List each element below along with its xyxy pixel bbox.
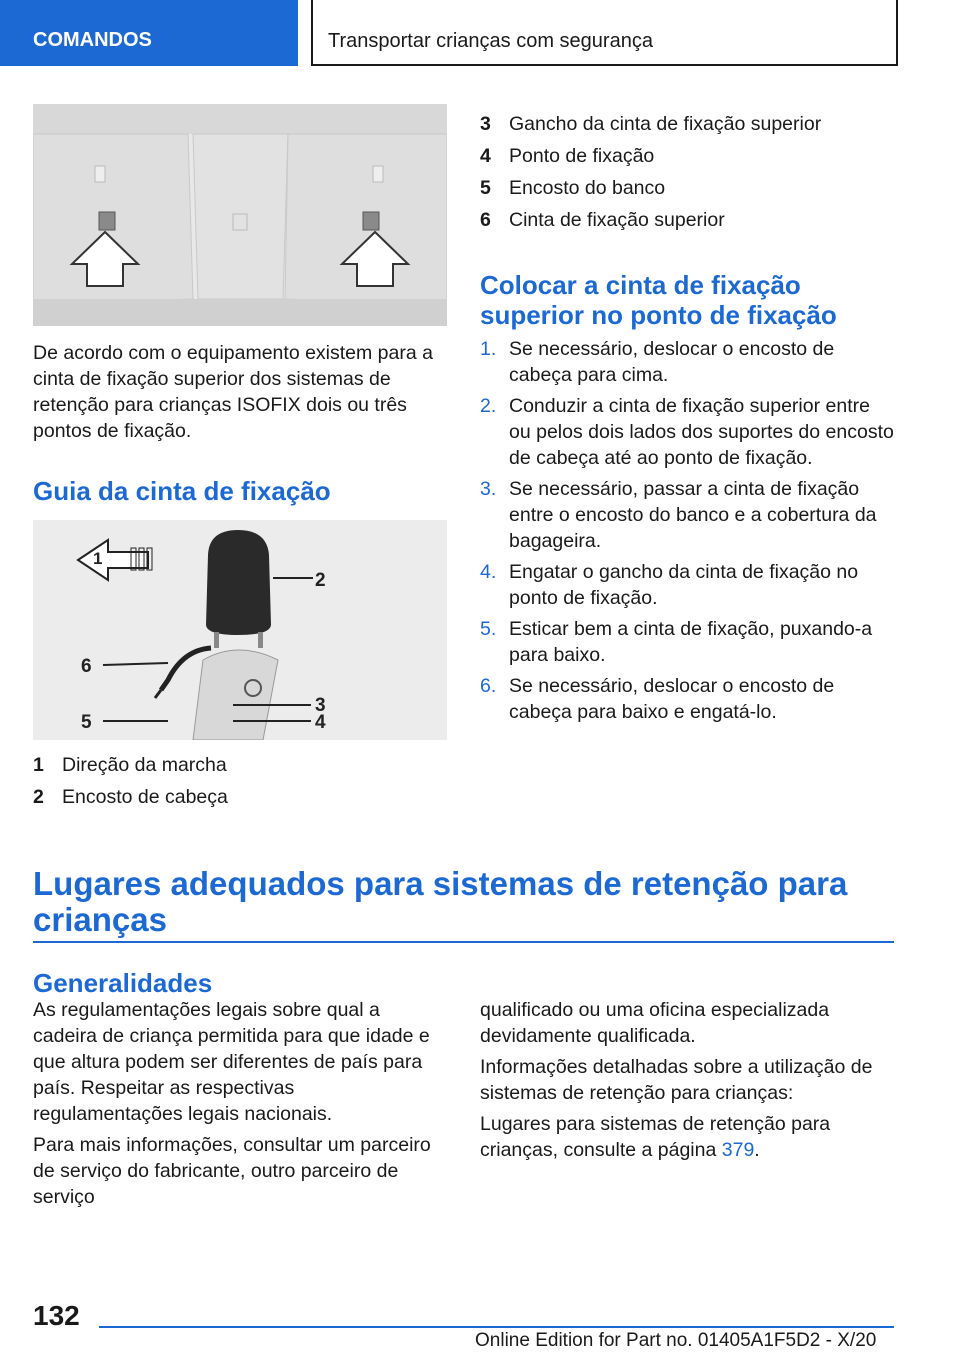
steps-list [480, 336, 894, 730]
step-number: 1. [480, 338, 497, 360]
page-number: 132 [33, 1300, 80, 1331]
header-title: Transportar crianças com segurança [328, 30, 653, 52]
guide-heading-wrap [33, 476, 447, 506]
section-right-p1: qualificado ou uma oficina especializada devidamente qualificada. [480, 999, 830, 1047]
section-heading: Lugares adequados para sistemas de retenção para crianças [33, 865, 848, 938]
legend-text: Direção da marcha [62, 754, 227, 776]
left-column-intro [33, 340, 447, 444]
list-item [480, 673, 894, 725]
legend-text: Ponto de fixação [509, 145, 655, 167]
section-left-p1: As regulamentações legais sobre qual a cadeira de criança permitida para que idade e que altura podem ser diferentes de país para país. Respeitar as respectivas regulamentações legais nacionais. [33, 999, 430, 1125]
legend-number: 6 [480, 209, 491, 231]
legend-item [480, 111, 894, 137]
page-reference-period: . [754, 1139, 760, 1161]
list-item [480, 476, 894, 554]
attach-heading-wrap [480, 270, 894, 330]
legend-item [480, 175, 894, 201]
callout-2: 2 [315, 570, 326, 591]
tether-guide-figure [33, 520, 447, 740]
callout-6: 6 [81, 656, 92, 677]
list-item [480, 616, 894, 668]
legend-number: 2 [33, 786, 44, 808]
legend-item [480, 207, 894, 233]
attach-heading: Colocar a cinta de fixação superior no ponto de fixação [480, 270, 837, 330]
legend-number: 4 [480, 145, 491, 167]
page-reference-text: Lugares para sistemas de retenção para crianças, consulte a página [480, 1113, 831, 1161]
step-text: Se necessário, passar a cinta de fixação entre o encosto do banco e a cobertura da bagageira. [509, 478, 877, 552]
header-section-tab [0, 0, 298, 66]
step-text: Engatar o gancho da cinta de fixação no ponto de fixação. [509, 561, 859, 609]
callout-4: 4 [315, 712, 326, 733]
legend-item [480, 143, 894, 169]
header-title-box [311, 0, 898, 66]
section-right-p2: Informações detalhadas sobre a utilização de sistemas de retenção para crianças: [480, 1056, 873, 1104]
header-section-label: COMANDOS [33, 29, 152, 51]
step-text: Se necessário, deslocar o encosto de cabeça para cima. [509, 338, 835, 386]
legend-item [33, 752, 447, 778]
step-number: 4. [480, 561, 497, 583]
section-heading-wrap [33, 866, 893, 938]
guide-heading: Guia da cinta de fixação [33, 476, 331, 506]
step-number: 5. [480, 618, 497, 640]
step-number: 6. [480, 675, 497, 697]
legend-number: 3 [480, 113, 491, 135]
list-item [480, 559, 894, 611]
footer-edition: Online Edition for Part no. 01405A1F5D2 - X/20 [475, 1330, 877, 1351]
section-left-p2: Para mais informações, consultar um parceiro de serviço do fabricante, outro parceiro de serviço [33, 1134, 431, 1208]
legend-text: Encosto de cabeça [62, 786, 228, 808]
step-number: 3. [480, 478, 497, 500]
step-text: Se necessário, deslocar o encosto de cabeça para baixo e engatá-lo. [509, 675, 835, 723]
callout-3: 3 [315, 695, 326, 716]
section-left-text [33, 997, 447, 1210]
step-text: Esticar bem a cinta de fixação, puxando-a para baixo. [509, 618, 873, 666]
legend-number: 1 [33, 754, 44, 776]
subheading-wrap [33, 968, 447, 998]
page-reference-link[interactable]: 379 [721, 1139, 755, 1161]
section-right-text [480, 997, 894, 1163]
list-item [480, 336, 894, 388]
footer-divider [99, 1326, 894, 1328]
intro-paragraph: De acordo com o equipamento existem para a cinta de fixação superior dos sistemas de retenção para crianças ISOFIX dois ou três pontos de fixação. [33, 342, 433, 442]
callout-1: 1 [93, 549, 103, 568]
left-legend [33, 752, 447, 810]
legend-item [33, 784, 447, 810]
callout-5: 5 [81, 712, 92, 733]
list-item [480, 393, 894, 471]
legend-text: Gancho da cinta de fixação superior [509, 113, 822, 135]
step-number: 2. [480, 395, 497, 417]
anchor-points-illustration [33, 104, 447, 326]
anchor-points-figure [33, 104, 447, 326]
right-legend [480, 111, 894, 233]
tether-guide-illustration [33, 520, 447, 740]
step-text: Conduzir a cinta de fixação superior entre ou pelos dois lados dos suportes do encosto de cabeça até ao ponto de fixação. [509, 395, 894, 469]
generalidades-heading: Generalidades [33, 968, 213, 998]
legend-text: Cinta de fixação superior [509, 209, 725, 231]
legend-number: 5 [480, 177, 491, 199]
legend-text: Encosto do banco [509, 177, 666, 199]
section-divider [33, 941, 894, 943]
section-right-p3 [480, 1111, 894, 1163]
